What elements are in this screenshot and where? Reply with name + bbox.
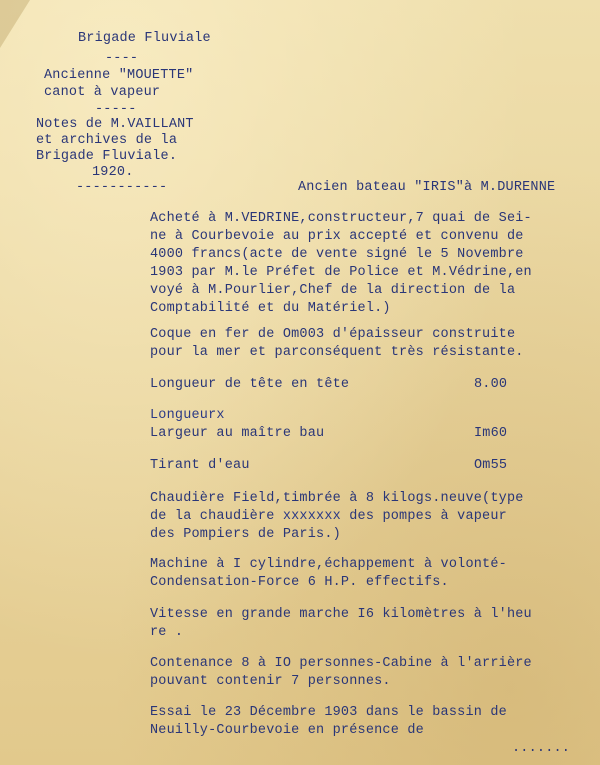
spec-label: Longueur de tête en tête xyxy=(150,377,350,392)
paragraph-line: pouvant contenir 7 personnes. xyxy=(150,674,391,689)
paragraph-line: Machine à I cylindre,échappement à volonté- xyxy=(150,557,507,572)
paragraph-line: voyé à M.Pourlier,Chef de la direction de la xyxy=(150,283,516,298)
paragraph-line: 4000 francs(acte de vente signé le 5 Novembre xyxy=(150,247,524,262)
paragraph-line: des Pompiers de Paris.) xyxy=(150,527,341,542)
subject-line: Ancien bateau "IRIS"à M.DURENNE xyxy=(298,180,556,195)
notes-line: Notes de M.VAILLANT xyxy=(36,117,194,132)
header-title: Brigade Fluviale xyxy=(78,31,211,46)
spec-label: Largeur au maître bau xyxy=(150,426,325,441)
vessel-name: Ancienne "MOUETTE" xyxy=(44,68,194,83)
spec-value: Im60 xyxy=(474,426,508,441)
spec-value: Om55 xyxy=(474,458,508,473)
paragraph-line: Essai le 23 Décembre 1903 dans le bassin de xyxy=(150,705,507,720)
text-segment: de la chaudière xyxy=(150,509,283,524)
paragraph-line: Comptabilité et du Matériel.) xyxy=(150,301,391,316)
notes-line: et archives de la xyxy=(36,133,178,148)
paragraph-line: ne à Courbevoie au prix accepté et convenu de xyxy=(150,229,524,244)
header-separator: ---- xyxy=(105,51,139,66)
vessel-type: canot à vapeur xyxy=(44,85,161,100)
paragraph-line: Chaudière Field,timbrée à 8 kilogs.neuve(type xyxy=(150,491,524,506)
struck-text: xxxxxxx xyxy=(282,509,341,524)
struck-text: Longueurx xyxy=(150,408,225,423)
notes-line: Brigade Fluviale. xyxy=(36,149,178,164)
year: 1920. xyxy=(92,165,134,180)
paragraph-line: Neuilly-Courbevoie en présence de xyxy=(150,723,424,738)
paragraph-line: Contenance 8 à IO personnes-Cabine à l'arrière xyxy=(150,656,532,671)
text-segment: des pompes à vapeur xyxy=(340,509,507,524)
folded-corner xyxy=(0,0,30,48)
paragraph-line: Vitesse en grande marche I6 kilomètres à l'heu xyxy=(150,607,532,622)
paragraph-line: pour la mer et parconséquent très résistante. xyxy=(150,345,524,360)
header-separator: ----------- xyxy=(76,180,168,195)
paragraph-line: Condensation-Force 6 H.P. effectifs. xyxy=(150,575,449,590)
paragraph-line: re . xyxy=(150,625,184,640)
paragraph-line: Acheté à M.VEDRINE,constructeur,7 quai de Sei- xyxy=(150,211,532,226)
paragraph-line: 1903 par M.le Préfet de Police et M.Védrine,en xyxy=(150,265,532,280)
spec-label: Tirant d'eau xyxy=(150,458,250,473)
header-separator: ----- xyxy=(95,102,137,117)
continuation-dots: ....... xyxy=(512,741,571,756)
spec-value: 8.00 xyxy=(474,377,508,392)
paragraph-line xyxy=(150,508,507,526)
paragraph-line: Coque en fer de Om003 d'épaisseur construite xyxy=(150,327,516,342)
